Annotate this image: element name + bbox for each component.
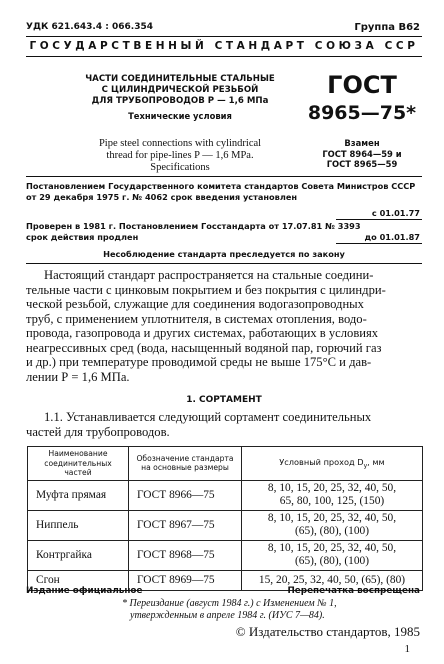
header-sizes-label: Условный проход D (279, 456, 364, 467)
udk-code: УДК 621.643.4 : 066.354 (26, 22, 153, 32)
decree-line: от 29 декабря 1975 г. № 4062 срок введения установлен (26, 192, 298, 202)
row-sizes-line: 15, 20, 25, 32, 40, 50, (65), (80) (258, 573, 406, 586)
scope-line: лении Р = 1,6 МПа. (26, 369, 130, 384)
scope-line: Настоящий стандарт распространяется на стальные соедини- (44, 268, 374, 282)
row-sizes-line: 8, 10, 15, 20, 25, 32, 40, 50, (267, 542, 397, 554)
table-row (28, 510, 423, 540)
header-sizes-unit: , мм (367, 456, 385, 467)
title-ru-subtitle: Технические условия (128, 111, 232, 121)
row-sizes-line: 8, 10, 15, 20, 25, 32, 40, 50, (267, 482, 397, 494)
decree-date-end: до 01.01.87 (364, 232, 420, 242)
scope-line: неагрессивных сред (вода, насыщенный водяной пар, горючий газ (26, 340, 382, 355)
gost-label: ГОСТ (327, 71, 397, 99)
official-edition: Издание официальное (26, 586, 143, 596)
date-end-underline (336, 243, 422, 244)
assortment-table (27, 446, 423, 591)
scope-line: провода, газопровода и других системах, работающих в условиях (26, 326, 379, 340)
reprint-prohibited: Перепечатка воспрещена (287, 586, 420, 596)
top-rule (26, 36, 422, 37)
row-sizes-line: 8, 10, 15, 20, 25, 32, 40, 50, (267, 512, 397, 524)
row-sizes-line: (65), (80), (100) (294, 555, 370, 567)
decree-text (26, 181, 415, 203)
row-sizes (242, 510, 423, 540)
header-sizes-sub: у (363, 462, 368, 470)
table-row (28, 540, 423, 570)
standard-banner: ГОСУДАРСТВЕННЫЙ СТАНДАРТ СОЮЗА ССР (29, 40, 419, 52)
assortment-line: 1.1. Устанавливается следующий сортамент соединительных (44, 410, 372, 424)
title-ru (60, 74, 300, 122)
scope-line: тельные части с цинковым покрытием и без покрытия с цилиндри- (26, 282, 386, 297)
assortment-line: частей для трубопроводов. (26, 424, 170, 439)
title-en-line: Pipe steel connections with cylindrical (98, 138, 262, 149)
table-header-row (28, 447, 423, 481)
review-line: Проверен в 1981 г. Постановлением Госстандарта от 17.07.81 № 3393 (26, 221, 361, 231)
row-standard: ГОСТ 8968—75 (129, 540, 242, 570)
table-row (28, 480, 423, 510)
replaces-label: Взамен (344, 138, 380, 148)
scope-line: и др.) при температуре проводимой среды не выше 175°С и дав- (26, 355, 372, 369)
title-en-line: Specifications (150, 162, 210, 173)
row-sizes-line: 65, 80, 100, 125, (150) (279, 495, 385, 507)
notice-rule (26, 263, 422, 264)
replaces-line: ГОСТ 8965—59 (326, 159, 398, 169)
decree-date-start: с 01.01.77 (371, 208, 420, 218)
row-name: Контргайка (28, 540, 129, 570)
header-sizes (242, 447, 423, 481)
scope-paragraph (26, 268, 422, 384)
title-en (60, 138, 300, 174)
reissue-line: утвержденным в апреле 1984 г. (ИУС 7—84). (130, 610, 325, 621)
header-standard: Обозначение стандарта на основные размеры (129, 447, 242, 481)
reissue-line: * Переиздание (август 1984 г.) с Изменением № 1, (122, 598, 337, 609)
row-name: Сгон (28, 570, 129, 590)
page-number: 1 (404, 643, 410, 655)
title-rule (26, 176, 422, 177)
row-sizes-line: (65), (80), (100) (294, 525, 370, 537)
law-notice: Несоблюдение стандарта преследуется по закону (103, 249, 345, 259)
reissue-note (122, 598, 337, 622)
copyright: © Издательство стандартов, 1985 (235, 624, 420, 639)
row-standard: ГОСТ 8966—75 (129, 480, 242, 510)
section-title: 1. СОРТАМЕНТ (186, 395, 262, 405)
row-name: Ниппель (28, 510, 129, 540)
title-ru-line: С ЦИЛИНДРИЧЕСКОЙ РЕЗЬБОЙ (101, 85, 259, 95)
scope-line: труб, с применением уплотнителя, в системах отопления, водо- (26, 311, 367, 326)
row-standard: ГОСТ 8969—75 (129, 570, 242, 590)
date-start-underline (336, 219, 422, 220)
review-text (26, 221, 361, 243)
title-ru-line: ДЛЯ ТРУБОПРОВОДОВ Р — 1,6 МПа (91, 96, 269, 106)
row-standard: ГОСТ 8967—75 (129, 510, 242, 540)
banner-rule (26, 56, 422, 57)
decree-line: Постановлением Государственного комитета стандартов Совета Министров СССР (26, 181, 416, 191)
header-name: Наименование соединительных частей (28, 447, 129, 481)
title-ru-line: ЧАСТИ СОЕДИНИТЕЛЬНЫЕ СТАЛЬНЫЕ (85, 74, 275, 84)
scope-line: ческой резьбой, служащие для соединения водогазопроводных (26, 297, 364, 311)
group-code: Группа В62 (354, 22, 420, 33)
replaces-block (292, 138, 432, 170)
assortment-paragraph (26, 410, 422, 439)
replaces-line: ГОСТ 8964—59 и (322, 148, 402, 159)
gost-number: 8965—75* (307, 102, 417, 124)
review-line: срок действия продлен (26, 232, 139, 242)
title-en-line: thread for pipe-lines P — 1,6 MPa. (106, 150, 254, 161)
row-name: Муфта прямая (28, 480, 129, 510)
row-sizes (242, 540, 423, 570)
row-sizes (242, 480, 423, 510)
